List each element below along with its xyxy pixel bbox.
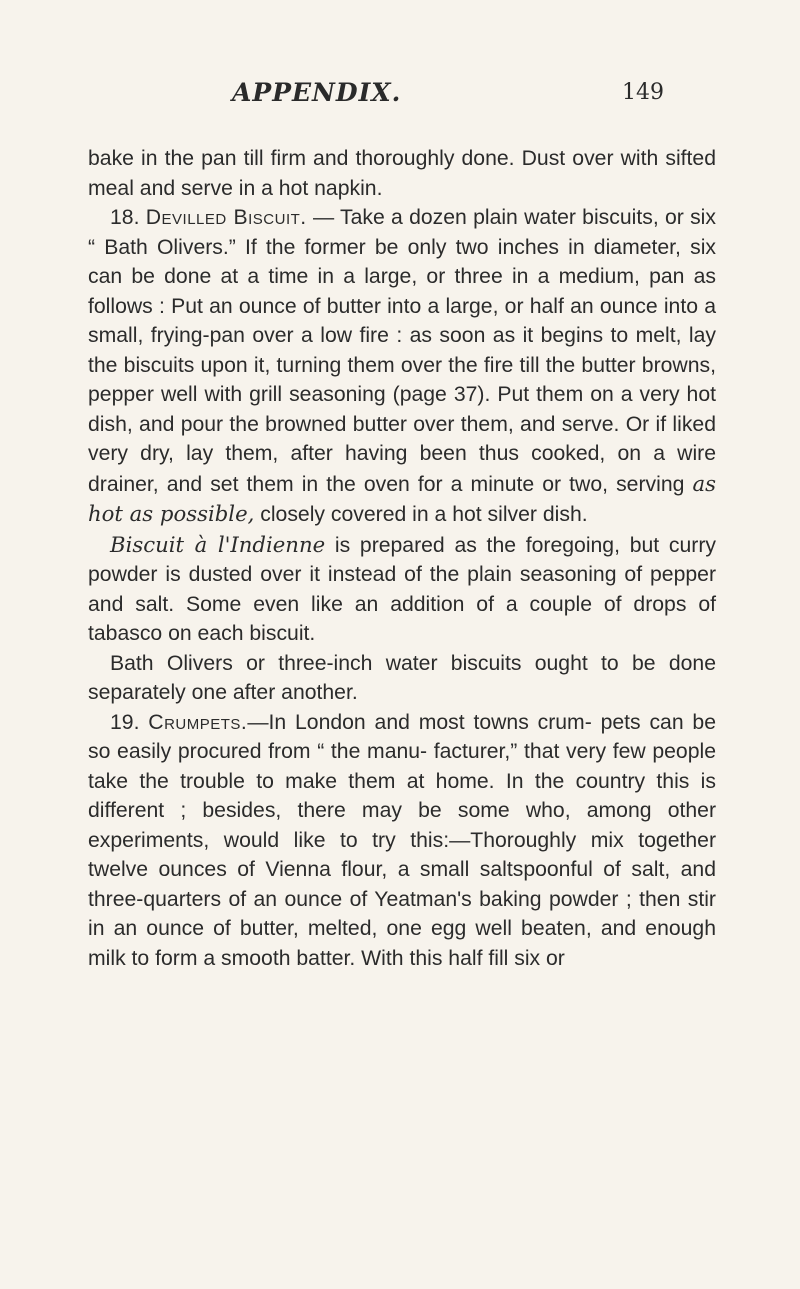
recipe-heading: Crumpets. bbox=[148, 710, 248, 734]
paragraph-bath-olivers bbox=[88, 649, 716, 708]
recipe-italic-title: Biscuit à l'Indienne bbox=[110, 531, 326, 557]
recipe-text: —In London and most towns crum- pets can be so easily procured from “ the manu- facturer,” that very few people take the trouble to make them at home. In the country this is different ; besides, there may be some who, among other experiments, would like to try this:—Thoroughly mix together twelve ounces of Vienna flour, a small saltspoonful of salt, and three-quarters of an ounce of Yeatman's baking powder ; then stir in an ounce of butter, melted, one egg well beaten, and enough milk to form a smooth batter. With this half fill six or bbox=[88, 710, 716, 970]
paragraph-text: is prepared as the foregoing, but curry powder is dusted over it instead of the plain seasoning of pepper and salt. Some even like an addition of a couple of drops of tabasco on each biscuit. bbox=[88, 533, 716, 645]
recipe-crumpets bbox=[88, 708, 716, 974]
paragraph-biscuit-indienne bbox=[88, 530, 716, 649]
recipe-text-end: closely covered in a hot silver dish. bbox=[254, 503, 588, 526]
recipe-heading: Devilled Biscuit. bbox=[145, 206, 307, 229]
running-title: APPENDIX. bbox=[232, 78, 402, 107]
paragraph-text: bake in the pan till firm and thoroughly done. Dust over with sifted meal and serve in a hot napkin. bbox=[88, 147, 716, 200]
paragraph-text: Bath Olivers or three-inch water biscuits ought to be done separately one after another. bbox=[88, 651, 716, 704]
recipe-italic-phrase: as hot as possible, bbox=[88, 470, 716, 526]
recipe-devilled-biscuit bbox=[88, 203, 716, 530]
running-head bbox=[0, 78, 800, 118]
body-text bbox=[88, 144, 716, 973]
recipe-number: 18. bbox=[110, 206, 140, 229]
page-number: 149 bbox=[622, 80, 664, 105]
recipe-number: 19. bbox=[110, 710, 140, 734]
recipe-text: — Take a dozen plain water biscuits, or six “ Bath Olivers.” If the former be only two inches in diameter, six can be done at a time in a large, or three in a medium, pan as follows : Put an ounce of butter into a large, or half an ounce into a small, frying-pan over a low fire : as soon as it begins to melt, lay the biscuits upon it, turning them over the fire till the butter browns, pepper well with grill seasoning (page 37). Put them on a very hot dish, and pour the browned butter over them, and serve. Or if liked very dry, lay them, after having been thus cooked, on a wire drainer, and set them in the oven for a minute or two, serving bbox=[88, 206, 716, 496]
paragraph-continuation bbox=[88, 144, 716, 203]
